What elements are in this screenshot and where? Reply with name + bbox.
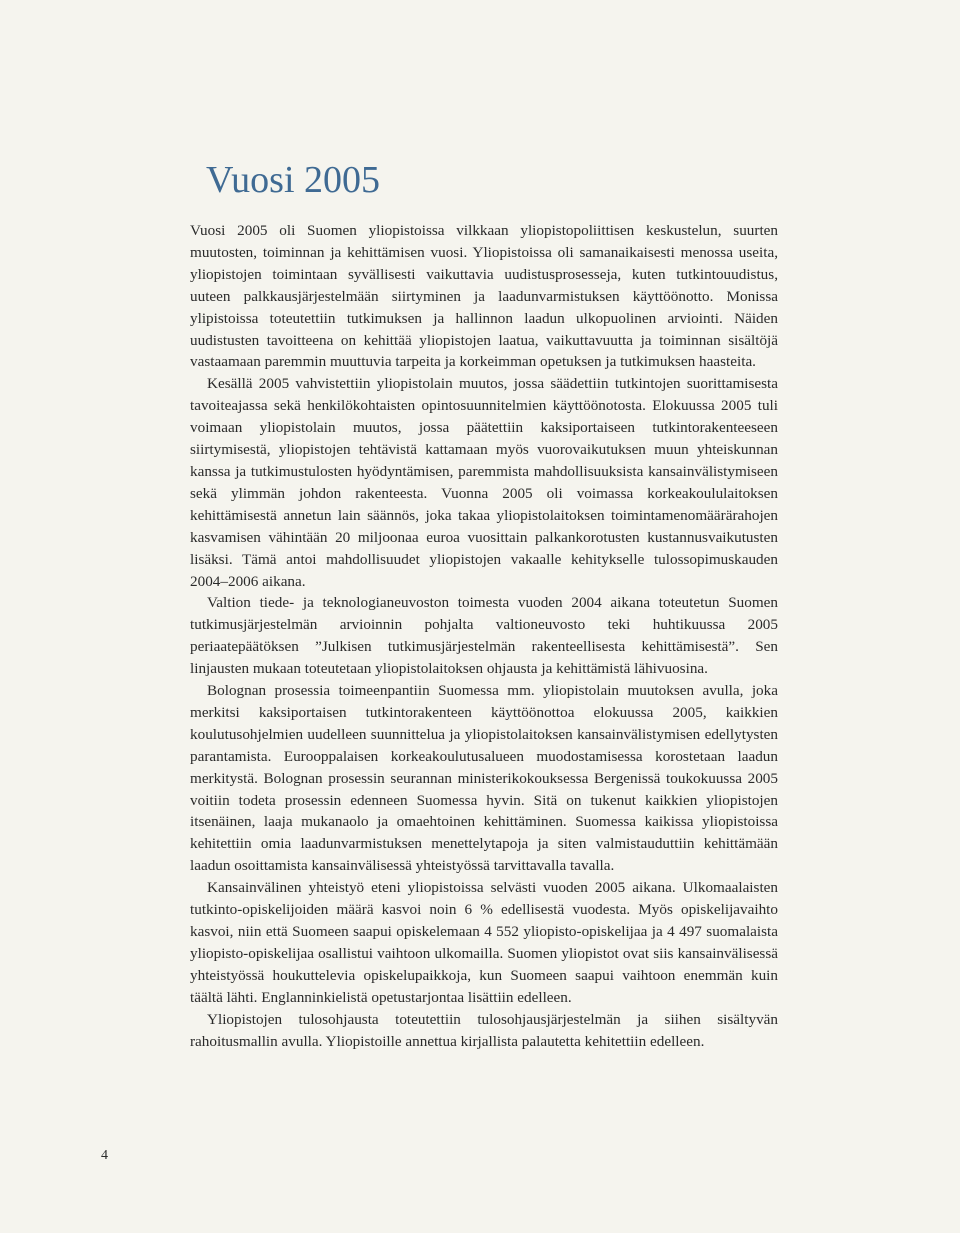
paragraph: Yliopistojen tulosohjausta toteutettiin tulosohjausjärjestelmän ja siihen sisältyvän rahoitusmallin avulla. Yliopistoille annettua kirjallista palautetta kehitettiin edelleen. [190, 1010, 778, 1050]
page-number: 4 [101, 1148, 108, 1163]
body-text [190, 220, 778, 1052]
paragraph: Kesällä 2005 vahvistettiin yliopistolain muutos, jossa säädettiin tutkintojen suorittamisesta tavoiteajassa sekä henkilökohtaisten opintosuunnitelmien käyttöönotosta. Elokuussa 2005 tuli voimaan yliopistolain muutos, jossa päätettiin kaksiportaiseen tutkintorakenteeseen siirtymisestä, yliopistojen tehtävistä kattamaan myös vuorovaikutuksen muun yhteiskunnan kanssa ja tutkimustulosten hyödyntämisen, paremmista mahdollisuuksista kansainvälistymiseen sekä ylimmän johdon rakenteesta. Vuonna 2005 oli voimassa korkeakoululaitoksen kehittämisestä annetun lain säännös, joka takaa yliopistolaitoksen toimintamenomäärärahojen kasvamisen vähintään 20 miljoonaa euroa vuosittain palkankorotusten kustannusvaikutusten lisäksi. Tämä antoi mahdollisuudet yliopistojen vakaalle kehitykselle tulossopimuskauden 2004–2006 aikana. [190, 375, 778, 590]
paragraph: Kansainvälinen yhteistyö eteni yliopistoissa selvästi vuoden 2005 aikana. Ulkomaalaisten tutkinto-opiskelijoiden määrä kasvoi noin 6 % edellisestä vuodesta. Myös opiskelijavaihto kasvoi, niin että Suomeen saapui opiskelemaan 4 552 yliopisto-opiskelijaa ja 4 497 suomalaista yliopisto-opiskelijaa osallistui vaihtoon ulkomailla. Suomen yliopistot ovat siis kansainvälisessä yhteistyössä houkuttelevia opiskelupaikkoja, kun Suomeen saapui vaihtoon enemmän kuin täältä lähti. Englanninkielistä opetustarjontaa lisättiin edelleen. [190, 879, 778, 1006]
page-title: Vuosi 2005 [206, 159, 381, 201]
paragraph: Vuosi 2005 oli Suomen yliopistoissa vilkkaan yliopistopoliittisen keskustelun, suurten muutosten, toiminnan ja kehittämisen vuosi. Yliopistoissa oli samanaikaisesti menossa useita, yliopistojen toimintaan syvällisesti vaikuttavia uudistusprosesseja, kuten tutkintouudistus, uuteen palkkausjärjestelmään siirtyminen ja laadunvarmistuksen käyttöönotto. Monissa ylipistoissa toteutettiin tutkimuksen ja hallinnon laadun ulkopuolinen arviointi. Näiden uudistusten tavoitteena on kehittää yliopistojen laatua, vaikuttavuutta ja toiminnan sisältöjä vastaamaan paremmin muuttuvia tarpeita ja korkeimman opetuksen ja tutkimuksen haasteita. [190, 222, 778, 371]
paragraph: Valtion tiede- ja teknologianeuvoston toimesta vuoden 2004 aikana toteutetun Suomen tutkimusjärjestelmän arvioinnin pohjalta valtioneuvosto teki huhtikuussa 2005 periaatepäätöksen ”Julkisen tutkimusjärjestelmän rakenteellisesta kehittämisestä”. Sen linjausten mukaan toteutetaan yliopistolaitoksen ohjausta ja kehittämistä lähivuosina. [190, 594, 778, 678]
paragraph: Bolognan prosessia toimeenpantiin Suomessa mm. yliopistolain muutoksen avulla, joka merkitsi kaksiportaisen tutkintorakenteen käyttöönottoa elokuussa 2005, kaikkien koulutusohjelmien uudelleen suunnittelua ja yliopistolaitoksen kansainvälistymisen edellytysten parantamista. Eurooppalaisen korkeakoulutusalueen muodostamisessa korostetaan laadun merkitystä. Bolognan prosessin seurannan ministerikokouksessa Bergenissä toukokuussa 2005 voitiin todeta prosessin edenneen Suomessa hyvin. Sitä on tukenut kaikkien yliopistojen itsenäinen, laaja mukanaolo ja omaehtoinen kehittäminen. Suomessa kaikissa yliopistoissa kehitettiin omia laadunvarmistuksen menettelytapoja ja siten valmistauduttiin kehittämään laadun osoittamista kansainvälisessä yhteistyössä tarvittavalla tavalla. [190, 682, 778, 875]
